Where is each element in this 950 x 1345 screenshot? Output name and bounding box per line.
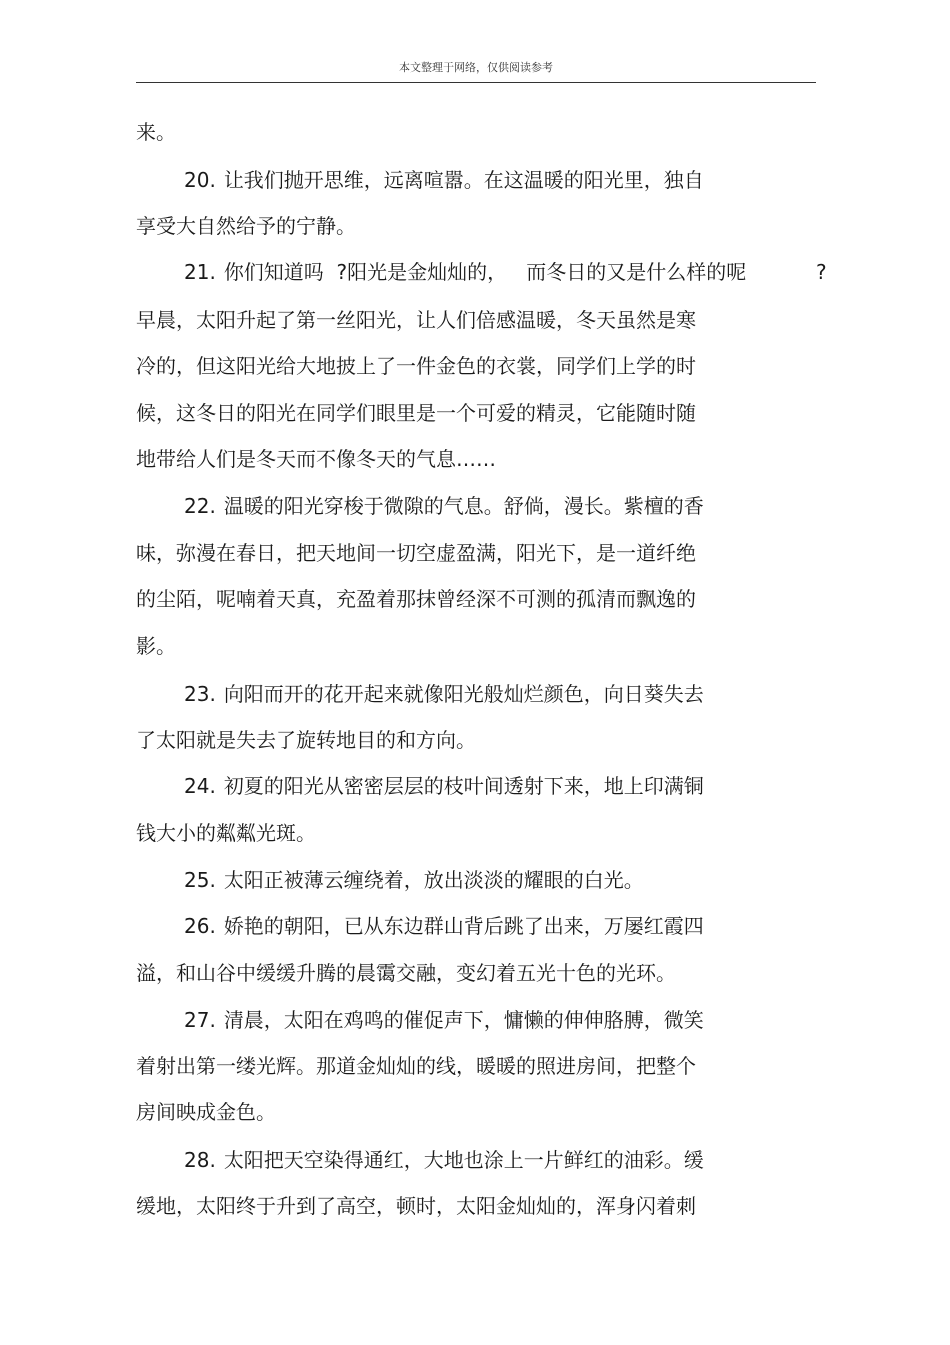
- text-line-tail: ?: [816, 260, 827, 284]
- text-line: 地带给人们是冬天而不像冬天的气息……: [136, 447, 496, 471]
- paragraph-number: 25.: [184, 868, 216, 892]
- text-line: 太阳把天空染得通红，大地也涂上一片鲜红的油彩。缓: [223, 1148, 704, 1172]
- paragraph-number: 22.: [184, 494, 216, 518]
- text-line: 来。: [136, 120, 176, 144]
- paragraph-number: 24.: [184, 774, 216, 798]
- paragraph-number: 28.: [184, 1148, 216, 1172]
- text-line: 享受大自然给予的宁静。: [136, 214, 356, 238]
- paragraph-number: 27.: [184, 1008, 216, 1032]
- text-line: 影。: [136, 634, 176, 658]
- text-line: 让我们抛开思维，远离喧嚣。在这温暖的阳光里，独自: [223, 168, 704, 192]
- paragraph-first-line: [184, 865, 644, 895]
- text-line: 钱大小的粼粼光斑。: [136, 821, 316, 845]
- text-line: 房间映成金色。: [136, 1100, 276, 1124]
- text-line: 候，这冬日的阳光在同学们眼里是一个可爱的精灵，它能随时随: [136, 401, 696, 425]
- text-line: 缓地，太阳终于升到了高空，顿时，太阳金灿灿的，浑身闪着刺: [136, 1194, 696, 1218]
- text-line: 你们知道吗 ?阳光是金灿灿的， 而冬日的又是什么样的呢: [223, 260, 747, 284]
- text-line: 早晨，太阳升起了第一丝阳光，让人们倍感温暖，冬天虽然是寒: [136, 308, 696, 332]
- paragraph-number: 20.: [184, 168, 216, 192]
- text-line: 的尘陌，呢喃着天真，充盈着那抹曾经深不可测的孤清而飘逸的: [136, 587, 696, 611]
- text-line: 溢，和山谷中缓缓升腾的晨霭交融，变幻着五光十色的光环。: [136, 961, 676, 985]
- header-text: 本文整理于网络，仅供阅读参考: [399, 61, 553, 74]
- paragraph-first-line: [184, 257, 746, 287]
- text-line: 温暖的阳光穿梭于微隙的气息。舒倘，漫长。紫檀的香: [223, 494, 704, 518]
- text-line: 初夏的阳光从密密层层的枝叶间透射下来，地上印满铜: [223, 774, 704, 798]
- paragraph-first-line: [184, 771, 704, 801]
- text-line: 冷的，但这阳光给大地披上了一件金色的衣裳，同学们上学的时: [136, 354, 696, 378]
- text-line: 着射出第一缕光辉。那道金灿灿的线，暖暖的照进房间，把整个: [136, 1054, 696, 1078]
- paragraph-first-line: [184, 1145, 704, 1175]
- paragraph-first-line: [184, 679, 704, 709]
- paragraph-first-line: [184, 911, 704, 941]
- text-line: 了太阳就是失去了旋转地目的和方向。: [136, 728, 476, 752]
- text-line: 味，弥漫在春日，把天地间一切空虚盈满，阳光下，是一道纤绝: [136, 541, 696, 565]
- text-line: 清晨，太阳在鸡鸣的催促声下，慵懒的伸伸胳膊，微笑: [223, 1008, 704, 1032]
- paragraph-number: 23.: [184, 682, 216, 706]
- paragraph-first-line: [184, 1005, 704, 1035]
- page-header: [136, 58, 816, 83]
- paragraph-number: 21.: [184, 260, 216, 284]
- paragraph-first-line: [184, 491, 704, 521]
- text-line: 娇艳的朝阳，已从东边群山背后跳了出来，万屡红霞四: [223, 914, 704, 938]
- text-line: 太阳正被薄云缠绕着，放出淡淡的耀眼的白光。: [223, 868, 644, 892]
- paragraph-first-line: [184, 165, 704, 195]
- text-line: 向阳而开的花开起来就像阳光般灿烂颜色，向日葵失去: [223, 682, 704, 706]
- paragraph-number: 26.: [184, 914, 216, 938]
